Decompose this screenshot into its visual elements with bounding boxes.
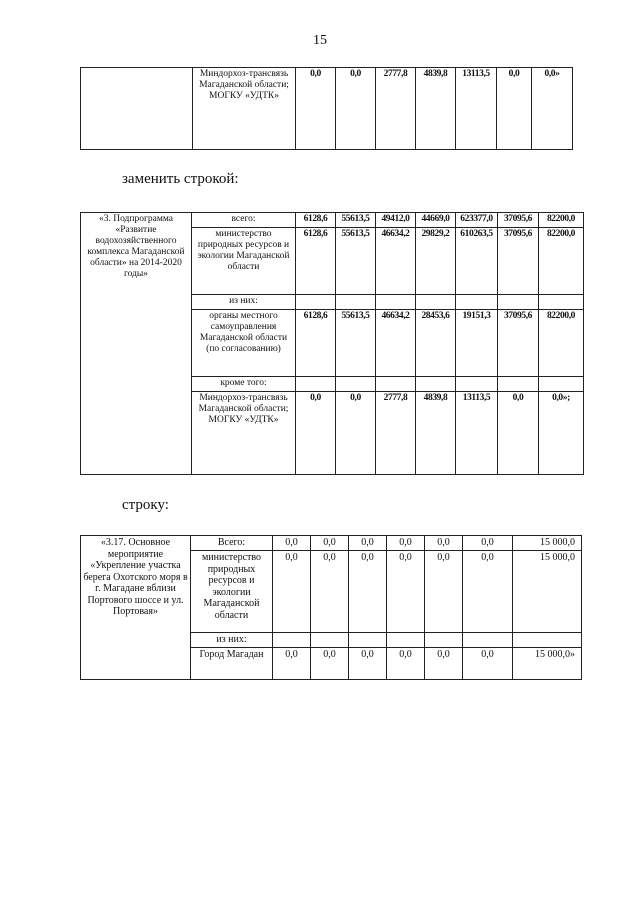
funding-source-label: органы местного самоуправления Магаданской области (по согласованию): [192, 310, 296, 377]
funding-source-label: кроме того:: [192, 377, 296, 392]
value-cell: 15 000,0: [513, 551, 582, 633]
value-cell: 0,0: [497, 68, 532, 150]
funding-source-label: министерство природных ресурсов и экологии Магаданской области: [192, 228, 296, 295]
value-cell: [416, 295, 456, 310]
value-cell: 46634,2: [376, 228, 416, 295]
value-cell: [456, 295, 498, 310]
value-cell: [463, 633, 513, 648]
funding-source-label: Всего:: [191, 536, 273, 551]
table-row: [81, 536, 582, 551]
value-cell: 0,0: [463, 648, 513, 680]
value-cell: 0,0: [349, 551, 387, 633]
value-cell: 0,0: [311, 536, 349, 551]
value-cell: [336, 377, 376, 392]
value-cell: 28453,6: [416, 310, 456, 377]
value-cell: 44669,0: [416, 213, 456, 228]
value-cell: [513, 633, 582, 648]
value-cell: 2777,8: [376, 68, 416, 150]
table-row: [81, 68, 573, 150]
value-cell: 2777,8: [376, 392, 416, 475]
value-cell: 19151,3: [456, 310, 498, 377]
value-cell: 82200,0: [539, 213, 584, 228]
funding-source-label: из них:: [191, 633, 273, 648]
value-cell: 37095,6: [498, 213, 539, 228]
value-cell: 13113,5: [456, 392, 498, 475]
value-cell: 0,0: [296, 68, 336, 150]
value-cell: 82200,0: [539, 310, 584, 377]
value-cell: 82200,0: [539, 228, 584, 295]
value-cell: 0,0: [296, 392, 336, 475]
value-cell: 29829,2: [416, 228, 456, 295]
value-cell: 0,0: [463, 536, 513, 551]
value-cell: [456, 377, 498, 392]
program-name-cell: «3. Подпрограмма «Развитие водохозяйственного комплекса Магаданской области» на 2014-2020 годы»: [81, 213, 192, 475]
program-name-cell: «3.17. Основное мероприятие «Укрепление участка берега Охотского моря в г. Магадане вблизи Портового шоссе и ул. Портовая»: [81, 536, 191, 680]
value-cell: 6128,6: [296, 228, 336, 295]
value-cell: 610263,5: [456, 228, 498, 295]
value-cell: 0,0: [273, 551, 311, 633]
value-cell: 0,0: [387, 536, 425, 551]
value-cell: 623377,0: [456, 213, 498, 228]
funding-source-label: министерство природных ресурсов и экологии Магаданской области: [191, 551, 273, 633]
value-cell: [498, 295, 539, 310]
value-cell: [387, 633, 425, 648]
value-cell: 0,0: [498, 392, 539, 475]
value-cell: 46634,2: [376, 310, 416, 377]
funding-source-label: всего:: [192, 213, 296, 228]
value-cell: 0,0: [336, 68, 376, 150]
value-cell: 0,0: [463, 551, 513, 633]
value-cell: 15 000,0»: [513, 648, 582, 680]
value-cell: 0,0: [336, 392, 376, 475]
value-cell: 4839,8: [416, 392, 456, 475]
funding-source-label: из них:: [192, 295, 296, 310]
value-cell: 4839,8: [416, 68, 456, 150]
value-cell: 0,0: [349, 536, 387, 551]
value-cell: 6128,6: [296, 310, 336, 377]
page-number: 15: [313, 33, 327, 48]
value-cell: [425, 633, 463, 648]
value-cell: 0,0»;: [539, 392, 584, 475]
value-cell: 0,0: [273, 536, 311, 551]
activity-table: [80, 535, 582, 680]
value-cell: [376, 295, 416, 310]
value-cell: 55613,5: [336, 213, 376, 228]
value-cell: [273, 633, 311, 648]
value-cell: [376, 377, 416, 392]
value-cell: 6128,6: [296, 213, 336, 228]
value-cell: [311, 633, 349, 648]
value-cell: 15 000,0: [513, 536, 582, 551]
value-cell: 0,0: [425, 648, 463, 680]
value-cell: [539, 295, 584, 310]
value-cell: [498, 377, 539, 392]
value-cell: 0,0: [273, 648, 311, 680]
value-cell: 0,0: [387, 551, 425, 633]
value-cell: 55613,5: [336, 310, 376, 377]
funding-source-label: Миндорхоз-трансвязь Магаданской области; МОГКУ «УДТК»: [193, 68, 296, 150]
value-cell: [296, 295, 336, 310]
value-cell: [336, 295, 376, 310]
funding-source-label: Город Магадан: [191, 648, 273, 680]
value-cell: [296, 377, 336, 392]
continuation-table: [80, 67, 573, 150]
funding-source-label: Миндорхоз-трансвязь Магаданской области; МОГКУ «УДТК»: [192, 392, 296, 475]
value-cell: 0,0: [311, 551, 349, 633]
program-cell: [81, 68, 193, 150]
replace-with-phrase: заменить строкой:: [122, 171, 239, 187]
value-cell: 55613,5: [336, 228, 376, 295]
table-row: [81, 213, 584, 228]
value-cell: [539, 377, 584, 392]
value-cell: 49412,0: [376, 213, 416, 228]
value-cell: 37095,6: [498, 310, 539, 377]
value-cell: 37095,6: [498, 228, 539, 295]
value-cell: [349, 633, 387, 648]
value-cell: 0,0: [311, 648, 349, 680]
value-cell: 13113,5: [456, 68, 497, 150]
value-cell: 0,0: [425, 536, 463, 551]
subprogram-table: [80, 212, 584, 475]
value-cell: 0,0: [349, 648, 387, 680]
row-phrase: строку:: [122, 497, 169, 513]
value-cell: 0,0»: [532, 68, 573, 150]
value-cell: 0,0: [387, 648, 425, 680]
value-cell: [416, 377, 456, 392]
value-cell: 0,0: [425, 551, 463, 633]
